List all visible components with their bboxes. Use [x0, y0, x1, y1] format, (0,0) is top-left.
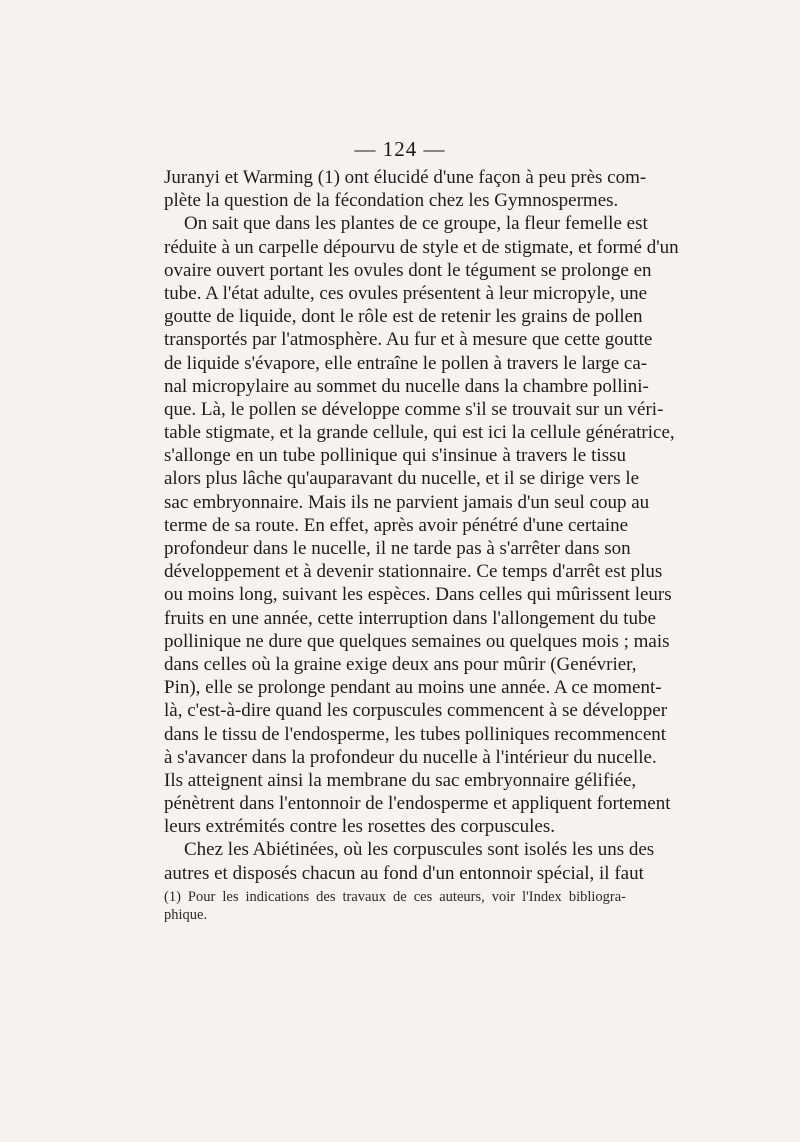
text-line: fruits en une année, cette interruption dans l'allongement du tube	[164, 607, 656, 629]
text-line: Pin), elle se prolonge pendant au moins une année. A ce moment-	[164, 677, 662, 699]
text-line: dans celles où la graine exige deux ans pour mûrir (Genévrier,	[164, 653, 637, 675]
footnote-line: (1) Pour les indications des travaux de ces auteurs, voir l'Index bibliogra-	[164, 889, 626, 905]
text-line: goutte de liquide, dont le rôle est de retenir les grains de pollen	[164, 306, 643, 328]
text-line: terme de sa route. En effet, après avoir pénétré d'une certaine	[164, 514, 629, 536]
body-text	[164, 166, 679, 885]
text-line: table stigmate, et la grande cellule, qui est ici la cellule génératrice,	[164, 422, 675, 444]
text-line: s'allonge en un tube pollinique qui s'insinue à travers le tissu	[164, 445, 626, 467]
text-line: que. Là, le pollen se développe comme s'il se trouvait sur un véri-	[164, 398, 664, 420]
text-line: transportés par l'atmosphère. Au fur et à mesure que cette goutte	[164, 329, 653, 351]
text-line: nal micropylaire au sommet du nucelle dans la chambre pollini-	[164, 375, 649, 397]
text-line: tube. A l'état adulte, ces ovules présentent à leur micropyle, une	[164, 282, 648, 304]
text-line: pollinique ne dure que quelques semaines ou quelques mois ; mais	[164, 630, 670, 652]
text-line: Ils atteignent ainsi la membrane du sac embryonnaire gélifiée,	[164, 769, 637, 791]
text-line: ou moins long, suivant les espèces. Dans celles qui mûrissent leurs	[164, 584, 672, 606]
text-line: autres et disposés chacun au fond d'un entonnoir spécial, il faut	[164, 862, 644, 884]
page-number: — 124 —	[354, 137, 446, 161]
text-line: réduite à un carpelle dépourvu de style et de stigmate, et formé d'un	[164, 236, 679, 258]
text-line: leurs extrémités contre les rosettes des corpuscules.	[164, 816, 555, 838]
text-line: On sait que dans les plantes de ce groupe, la fleur femelle est	[184, 213, 648, 235]
text-line: développement et à devenir stationnaire. Ce temps d'arrêt est plus	[164, 561, 663, 583]
text-line: pénètrent dans l'entonnoir de l'endosperme et appliquent fortement	[164, 793, 671, 815]
text-line: profondeur dans le nucelle, il ne tarde pas à s'arrêter dans son	[164, 538, 631, 559]
text-line: ovaire ouvert portant les ovules dont le tégument se prolonge en	[164, 259, 652, 281]
text-line: plète la question de la fécondation chez les Gymnospermes.	[164, 190, 619, 212]
text-line: Chez les Abiétinées, où les corpuscules sont isolés les uns des	[184, 839, 655, 861]
text-line: sac embryonnaire. Mais ils ne parvient jamais d'un seul coup au	[164, 491, 650, 513]
text-line: à s'avancer dans la profondeur du nucelle à l'intérieur du nucelle.	[164, 746, 657, 768]
text-line: alors plus lâche qu'auparavant du nucelle, et il se dirige vers le	[164, 468, 640, 490]
footnote-line: phique.	[164, 907, 208, 923]
text-line: là, c'est-à-dire quand les corpuscules commencent à se développer	[164, 700, 668, 722]
text-line: dans le tissu de l'endosperme, les tubes polliniques recommencent	[164, 723, 667, 745]
text-line: Juranyi et Warming (1) ont élucidé d'une façon à peu près com-	[164, 167, 647, 188]
text-line: de liquide s'évapore, elle entraîne le pollen à travers le large ca-	[164, 352, 648, 374]
footnote	[164, 888, 626, 924]
